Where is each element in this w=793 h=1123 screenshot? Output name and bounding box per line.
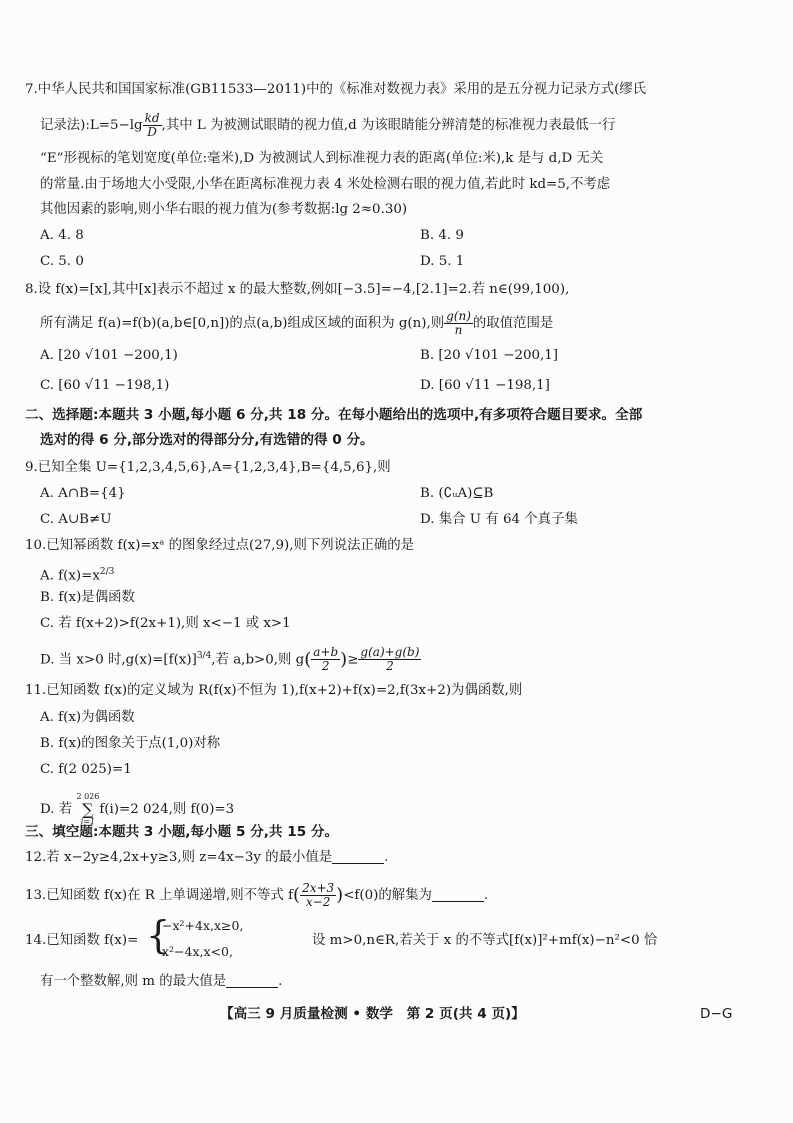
q13-stem: 13.已知函数 f(x)在 R 上单调递增,则不等式 f( $\frac{2x+3}{x-2}$ )<f(0)的解集为 . bbox=[25, 881, 489, 909]
q12-stem: 12.若 x−2y≥4,2x+y≥3,则 z=4x−3y 的最小值是 . bbox=[25, 850, 389, 865]
q14-line2: 有一个整数解,则 m 的最大值是 . bbox=[40, 974, 283, 989]
q10-stem: 10.已知幂函数 f(x)=xᵃ 的图象经过点(27,9),则下列说法正确的是 bbox=[25, 538, 415, 553]
q8-option-d: D. [60 √11 −198,1] bbox=[420, 378, 550, 393]
q14-stem-rest: 设 m>0,n∈R,若关于 x 的不等式[f(x)]²+mf(x)−n²<0 恰 bbox=[312, 933, 658, 948]
q11-stem: 11.已知函数 f(x)的定义域为 R(f(x)不恒为 1),f(x+2)+f(x)=2,f(3x+2)为偶函数,则 bbox=[25, 683, 523, 698]
section3-heading: 三、填空题:本题共 3 小题,每小题 5 分,共 15 分。 bbox=[25, 824, 339, 840]
q10-option-c: C. 若 f(x+2)>f(2x+1),则 x<−1 或 x>1 bbox=[40, 616, 291, 631]
q14-case2: x²−4x,x<0, bbox=[162, 944, 233, 959]
q11-option-d: D. 若 2 026 ∑ i=1 f(i)=2 024,则 f(0)=3 bbox=[40, 792, 235, 826]
q8-line1: 8.设 f(x)=[x],其中[x]表示不超过 x 的最大整数,例如[−3.5]=−4,[2.1]=2.若 n∈(99,100), bbox=[25, 282, 570, 297]
q11-option-c: C. f(2 025)=1 bbox=[40, 762, 132, 777]
q10-option-a: A. $f(x)=x^{2/3}$ bbox=[40, 567, 115, 584]
q7-option-d: D. 5. 1 bbox=[420, 254, 465, 269]
answer-blank bbox=[432, 901, 484, 902]
q14-case1: −x²+4x,x≥0, bbox=[162, 918, 244, 933]
q11-option-a: A. f(x)为偶函数 bbox=[40, 710, 135, 725]
answer-blank bbox=[226, 987, 278, 988]
q9-option-b: B. (∁ᵤA)⊆B bbox=[420, 486, 494, 501]
q8-fraction: $\frac{g(n)}{n}$ bbox=[446, 309, 471, 337]
q10-option-b: B. f(x)是偶函数 bbox=[40, 590, 135, 605]
answer-blank bbox=[332, 863, 384, 864]
q8-option-b: B. [20 √101 −200,1] bbox=[420, 348, 558, 363]
q8-option-a: A. [20 √101 −200,1) bbox=[40, 348, 178, 363]
q7-line5: 其他因素的影响,则小华右眼的视力值为(参考数据:lg 2≈0.30) bbox=[40, 202, 408, 217]
q7-option-a: A. 4. 8 bbox=[40, 228, 84, 243]
q9-option-c: C. A∪B≠U bbox=[40, 512, 112, 527]
q8-option-c: C. [60 √11 −198,1) bbox=[40, 378, 170, 393]
q7-line2: 记录法):L=5−lg $\frac{kd}{D}$ ,其中 L 为被测试眼睛的视力值,d 为该眼睛能分辨清楚的标准视力表最低一行 bbox=[40, 111, 616, 139]
section2-subheading: 选对的得 6 分,部分选对的得部分分,有选错的得 0 分。 bbox=[40, 432, 374, 448]
q10-option-d: D. 当 x>0 时$,g(x)=[f(x)]^{3/4}$,若 a,b>0,则 g( $\frac{a+b}{2}$ )≥ $\frac{g(a)+g(b)}{2}$ bbox=[40, 645, 420, 674]
q11-option-b: B. f(x)的图象关于点(1,0)对称 bbox=[40, 736, 221, 751]
piecewise-brace: { bbox=[146, 913, 171, 957]
q9-stem: 9.已知全集 U={1,2,3,4,5,6},A={1,2,3,4},B={4,5,6},则 bbox=[25, 460, 391, 475]
paper-code: D−G bbox=[700, 1006, 733, 1022]
q7-option-c: C. 5. 0 bbox=[40, 254, 84, 269]
page-footer: 【高三 9 月质量检测 • 数学 第 2 页(共 4 页)】 bbox=[220, 1006, 525, 1022]
q14-stem-label: 14.已知函数 f(x)= bbox=[25, 933, 139, 948]
q7-line3: “E”形视标的笔划宽度(单位:毫米),D 为被测试人到标准视力表的距离(单位:米),k 是与 d,D 无关 bbox=[40, 151, 604, 166]
q7-option-b: B. 4. 9 bbox=[420, 228, 464, 243]
q7-line1: 7.中华人民共和国国家标准(GB11533—2011)中的《标准对数视力表》采用的是五分视力记录方式(缪氏 bbox=[25, 82, 647, 97]
summation: 2 026 ∑ i=1 bbox=[76, 792, 100, 826]
q7-line4: 的常量.由于场地大小受限,小华在距离标准视力表 4 米处检测右眼的视力值,若此时 kd=5,不考虑 bbox=[40, 177, 611, 192]
q8-line2: 所有满足 f(a)=f(b)(a,b∈[0,n])的点(a,b)组成区域的面积为 g(n),则 $\frac{g(n)}{n}$ 的取值范围是 bbox=[40, 309, 554, 337]
q9-option-a: A. A∩B={4} bbox=[40, 486, 126, 501]
q9-option-d: D. 集合 U 有 64 个真子集 bbox=[420, 512, 578, 527]
q7-fraction: $\frac{kd}{D}$ bbox=[144, 111, 160, 139]
section2-heading: 二、选择题:本题共 3 小题,每小题 6 分,共 18 分。在每小题给出的选项中,有多项符合题目要求。全部 bbox=[25, 407, 643, 423]
